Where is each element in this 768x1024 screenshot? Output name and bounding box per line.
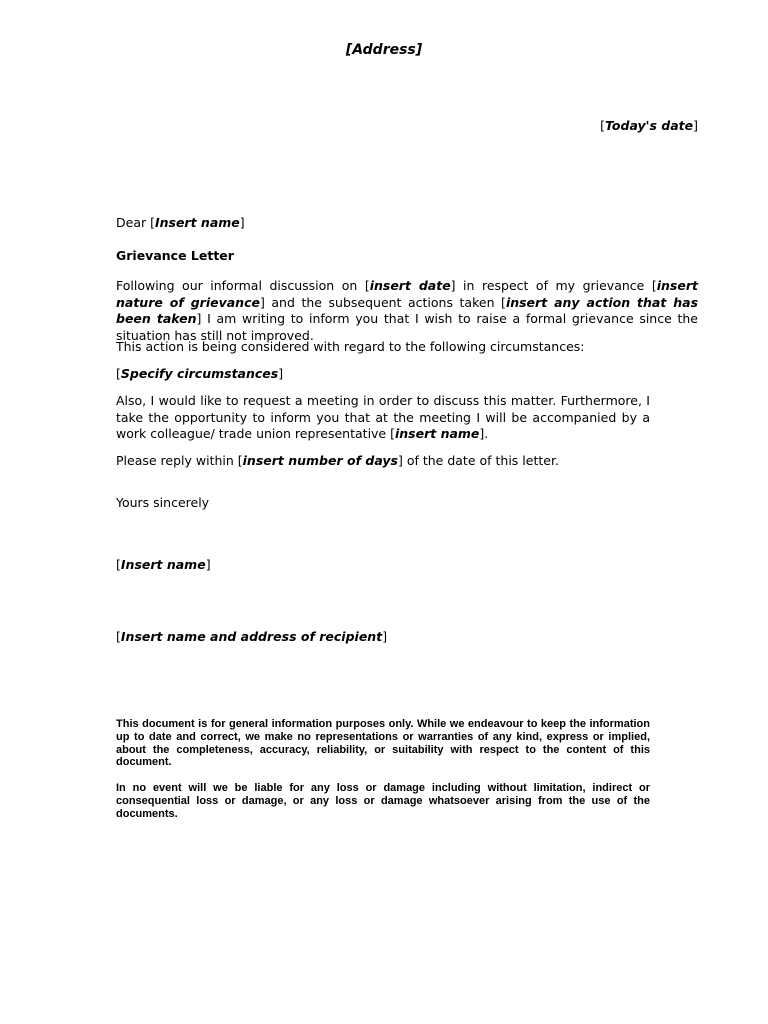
para1-text-3: ] and the subsequent actions taken [ — [259, 294, 506, 310]
para1-text-1: Following our informal discussion on [ — [116, 278, 370, 293]
disclaimer-paragraph-1: This document is for general information purposes only. While we endeavour to keep the information up to date and correct, we make no representations or warranties of any kind, express or implied, about the completeness, accuracy, reliability, or suitability with respect to the content of this document. — [116, 718, 650, 769]
sender-name-line — [116, 557, 211, 574]
para5-text-1: Please reply within [ — [116, 453, 243, 468]
para1-action-placeholder: insert any action that has been taken — [116, 294, 699, 326]
para1-text-2: ] in respect of my grievance [ — [450, 278, 657, 293]
bracket-close: ] — [278, 366, 284, 381]
para1-grievance-placeholder: insert nature of grievance — [116, 278, 698, 310]
circumstances-placeholder: Specify circumstances — [120, 366, 279, 381]
circumstances-line — [116, 366, 283, 383]
salutation-name-placeholder: Insert name — [154, 215, 240, 230]
bracket-close: ] — [693, 118, 698, 133]
para5-text-2: ] of the date of this letter. — [397, 453, 559, 468]
bracket-open: [ — [600, 118, 605, 133]
date-placeholder: Today's date — [605, 118, 694, 133]
para1-date-placeholder: insert date — [369, 278, 451, 293]
para5-days-placeholder: insert number of days — [242, 453, 398, 468]
address-placeholder: [Address] — [345, 42, 423, 58]
salutation — [116, 215, 245, 232]
recipient-placeholder: Insert name and address of recipient — [120, 629, 383, 644]
bracket-close: ] — [205, 557, 211, 572]
bracket-close: ] — [382, 629, 388, 644]
para4-text-2: ]. — [479, 426, 489, 441]
letter-subject: Grievance Letter — [116, 248, 234, 263]
bracket-open: [ — [116, 557, 121, 572]
para4-name-placeholder: insert name — [394, 426, 480, 441]
recipient-line — [116, 629, 387, 646]
salutation-suffix: ] — [239, 215, 245, 230]
sender-name-placeholder: Insert name — [120, 557, 206, 572]
body-paragraph-1 — [116, 278, 698, 344]
para1-text-4: ] I am writing to inform you that I wish to raise a formal grievance since the situation has still not improved. — [116, 311, 698, 343]
salutation-prefix: Dear [ — [116, 215, 155, 230]
closing: Yours sincerely — [116, 495, 210, 510]
body-paragraph-2: This action is being considered with regard to the following circumstances: — [116, 339, 585, 354]
body-paragraph-4 — [116, 393, 650, 443]
para4-text-1: Also, I would like to request a meeting in order to discuss this matter. Furthermore, I take the opportunity to inform you that at the meeting I will be accompanied by a work colleague/ trade union representative [ — [116, 393, 650, 441]
disclaimer-paragraph-2: In no event will we be liable for any loss or damage including without limitation, indirect or consequential loss or damage, or any loss or damage whatsoever arising from the use of the documents. — [116, 782, 650, 820]
bracket-open: [ — [116, 629, 121, 644]
date-line — [400, 118, 698, 135]
bracket-open: [ — [116, 366, 121, 381]
body-paragraph-5 — [116, 453, 559, 470]
